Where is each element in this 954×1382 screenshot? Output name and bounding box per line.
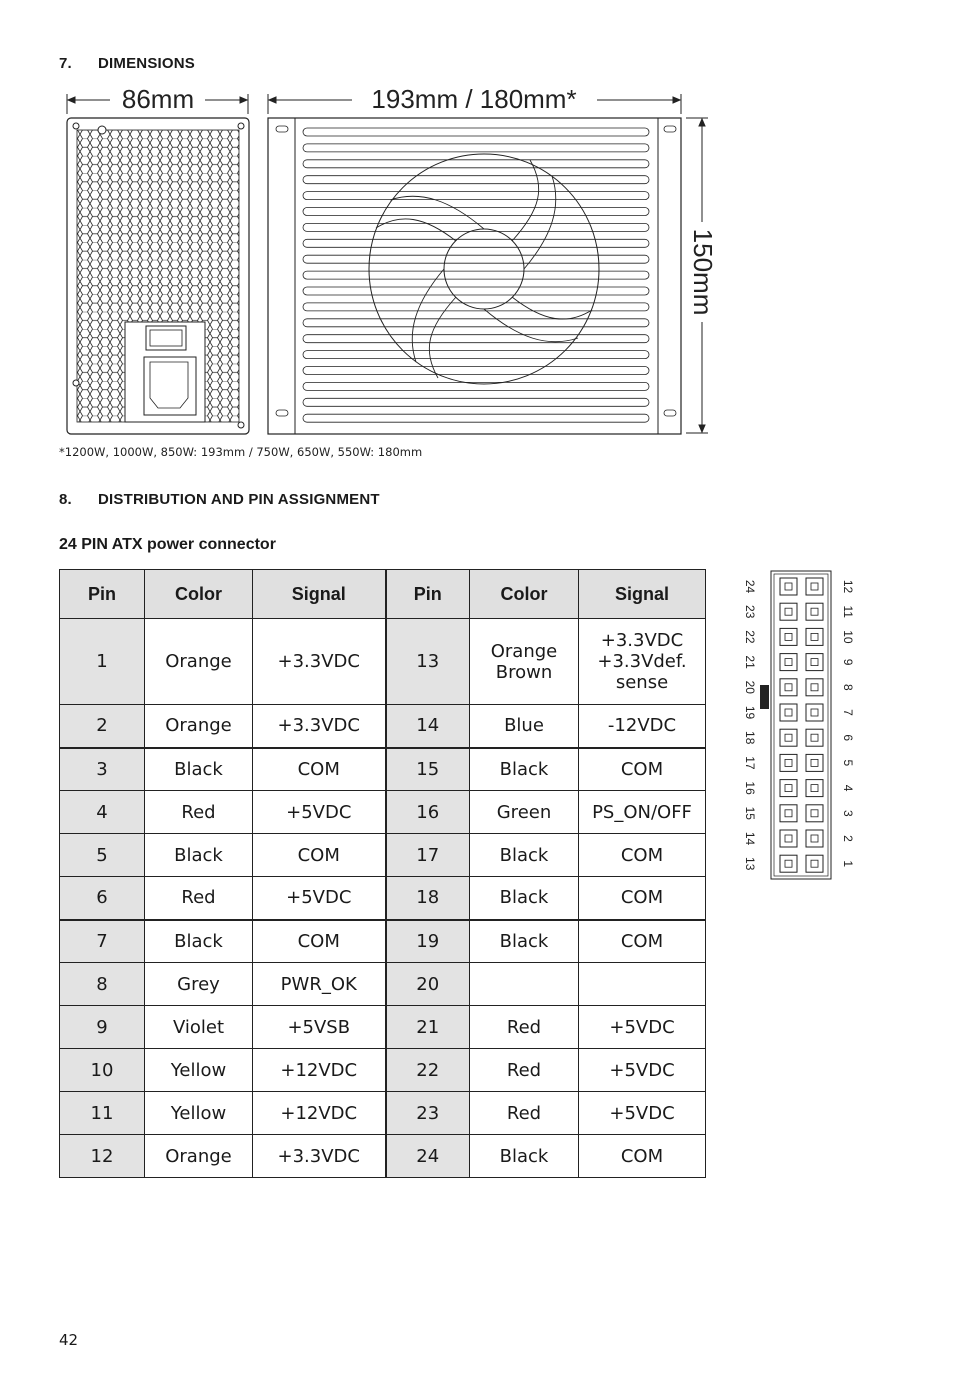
pin-cell: [386, 1092, 470, 1135]
cell-text: +5VDC: [609, 1102, 675, 1124]
pin-number-left: 18: [743, 731, 757, 745]
cell-text: 17: [416, 844, 440, 866]
cell-text: Black: [499, 1145, 549, 1167]
color-cell: [145, 1006, 253, 1049]
cell-text: +5VDC: [609, 1059, 675, 1081]
cell-text: Orange: [165, 715, 232, 737]
pin-number-right: 11: [841, 605, 855, 618]
column-header: Pin: [60, 570, 145, 619]
pin-number-right: 3: [841, 809, 855, 817]
color-cell: [470, 619, 579, 705]
page-number: 42: [59, 1331, 79, 1349]
cell-text: Orange: [165, 651, 232, 672]
cell-text: Black: [499, 844, 549, 866]
table-row: [60, 619, 706, 705]
color-cell: [470, 791, 579, 834]
color-cell: [145, 1049, 253, 1092]
cell-text: +5VDC: [286, 887, 352, 909]
color-cell: [470, 748, 579, 791]
cell-text: COM: [620, 1145, 664, 1167]
pin-cell: [60, 705, 145, 748]
cell-text: 22: [416, 1059, 440, 1081]
signal-cell: [253, 1092, 386, 1135]
pin-cell: [386, 834, 470, 877]
signal-cell: [579, 1135, 706, 1178]
table-row: [60, 834, 706, 877]
cell-text: Red: [506, 1102, 542, 1124]
cell-text: 24: [416, 1145, 440, 1167]
cell-text: +3.3VDC +3.3Vdef. sense: [597, 630, 687, 693]
pin-cell: [60, 834, 145, 877]
pin-cell: [60, 748, 145, 791]
table-row: [60, 920, 706, 963]
signal-cell: [579, 963, 706, 1006]
cell-text: 14: [416, 715, 440, 737]
grille-slot: [303, 367, 649, 375]
cell-text: Black: [499, 887, 549, 909]
color-cell: [145, 619, 253, 705]
signal-cell: [253, 920, 386, 963]
cell-text: +12VDC: [280, 1102, 358, 1124]
cell-text: 20: [416, 973, 440, 995]
pin-number-right: 7: [841, 709, 855, 716]
cell-text: COM: [620, 887, 664, 909]
pin-cell: [60, 920, 145, 963]
cell-text: Grey: [177, 973, 220, 995]
pin-number-left: 21: [743, 655, 757, 669]
signal-cell: [253, 834, 386, 877]
cell-text: +3.3VDC: [277, 715, 360, 737]
color-cell: [145, 920, 253, 963]
cell-text: +5VSB: [287, 1016, 351, 1038]
length-label: 193mm / 180mm*: [371, 84, 577, 114]
cell-text: -12VDC: [607, 715, 677, 737]
cell-text: +5VDC: [609, 1016, 675, 1038]
cell-text: 6: [96, 887, 108, 909]
column-header: Color: [145, 570, 253, 619]
pin-cell: [386, 705, 470, 748]
section-8-number: 8.: [59, 491, 72, 508]
pin-number-left: 16: [743, 781, 757, 795]
cell-text: 1: [96, 651, 108, 672]
cell-text: +5VDC: [286, 801, 352, 823]
grille-slot: [303, 176, 649, 184]
pin-number-right: 4: [841, 784, 855, 792]
cell-text: 4: [96, 801, 108, 823]
cell-text: 10: [90, 1059, 114, 1081]
pin-number-right: 5: [841, 759, 855, 767]
pin-number-left: 15: [743, 806, 757, 820]
connector-diagram: [730, 568, 860, 883]
pin-number-right: 6: [841, 734, 855, 742]
signal-cell: [253, 877, 386, 920]
color-cell: [470, 1006, 579, 1049]
cell-text: Red: [506, 1059, 542, 1081]
pin-cell: [386, 1006, 470, 1049]
table-row: [60, 791, 706, 834]
cell-text: 19: [416, 930, 440, 952]
dimensions-footnote: *1200W, 1000W, 850W: 193mm / 750W, 650W, 550W: 180mm: [59, 445, 423, 459]
connector-title: 24 PIN ATX power connector: [59, 536, 276, 553]
color-cell: [145, 1135, 253, 1178]
section-8-title: DISTRIBUTION AND PIN ASSIGNMENT: [98, 491, 380, 508]
color-cell: [470, 963, 579, 1006]
pin-number-right: 12: [841, 579, 855, 594]
signal-cell: [579, 877, 706, 920]
cell-text: 3: [96, 758, 108, 780]
pin-cell: [60, 619, 145, 705]
cell-text: 16: [416, 801, 440, 823]
color-cell: [470, 705, 579, 748]
cell-text: Red: [506, 1016, 542, 1038]
grille-slot: [303, 398, 649, 406]
signal-cell: [579, 619, 706, 705]
psu-rear-view: [67, 118, 249, 434]
table-row: [60, 748, 706, 791]
cell-text: Black: [174, 930, 223, 952]
psu-top-view: [268, 118, 681, 434]
table-row: [60, 963, 706, 1006]
pin-cell: [386, 1049, 470, 1092]
signal-cell: [253, 705, 386, 748]
pin-cell: [386, 920, 470, 963]
pin-assignment-table: [59, 569, 706, 1178]
pin-cell: [386, 877, 470, 920]
pin-cell: [386, 791, 470, 834]
signal-cell: [253, 1049, 386, 1092]
grille-slot: [303, 128, 649, 136]
cell-text: 5: [96, 844, 108, 866]
pin-number-left: 23: [743, 605, 757, 619]
signal-cell: [579, 834, 706, 877]
color-cell: [470, 1092, 579, 1135]
pin-cell: [60, 1006, 145, 1049]
cell-text: PWR_OK: [280, 973, 357, 995]
height-label: 150mm: [688, 228, 718, 316]
grille-slot: [303, 351, 649, 359]
grille-slot: [303, 319, 649, 327]
cell-text: 2: [96, 715, 108, 737]
signal-cell: [253, 619, 386, 705]
table-row: [60, 1049, 706, 1092]
color-cell: [145, 748, 253, 791]
table-row: [60, 1092, 706, 1135]
pin-cell: [60, 791, 145, 834]
color-cell: [145, 963, 253, 1006]
cell-text: COM: [297, 844, 340, 866]
cell-text: Green: [496, 801, 552, 823]
grille-slot: [303, 303, 649, 311]
table-row: [60, 1006, 706, 1049]
color-cell: [470, 1049, 579, 1092]
table-header-row: [60, 570, 706, 619]
dimensions-drawing: [0, 0, 954, 470]
color-cell: [470, 1135, 579, 1178]
pin-number-right: 10: [841, 630, 855, 644]
color-cell: [470, 834, 579, 877]
grille-slot: [303, 160, 649, 168]
signal-cell: [579, 791, 706, 834]
grille-slot: [303, 414, 649, 422]
cell-text: COM: [620, 758, 664, 780]
cell-text: Black: [499, 758, 549, 780]
cell-text: 8: [96, 973, 108, 995]
signal-cell: [579, 705, 706, 748]
signal-cell: [579, 1006, 706, 1049]
pin-cell: [386, 963, 470, 1006]
pin-number-right: 2: [841, 835, 855, 842]
color-cell: [145, 877, 253, 920]
pin-cell: [386, 1135, 470, 1178]
cell-text: 15: [416, 758, 440, 780]
section-7-number: 7.: [59, 55, 72, 72]
pin-number-right: 9: [841, 658, 855, 666]
signal-cell: [579, 1049, 706, 1092]
cell-text: COM: [620, 844, 664, 866]
pin-number-left: 24: [743, 579, 757, 594]
column-header: Signal: [579, 570, 706, 619]
signal-cell: [253, 1135, 386, 1178]
column-header: Signal: [253, 570, 386, 619]
cell-text: +12VDC: [280, 1059, 358, 1081]
signal-cell: [579, 1092, 706, 1135]
signal-cell: [253, 963, 386, 1006]
color-cell: [145, 1092, 253, 1135]
cell-text: +3.3VDC: [277, 651, 360, 672]
cell-text: Red: [181, 801, 216, 823]
cell-text: PS_ON/OFF: [592, 801, 692, 823]
pin-number-left: 13: [743, 857, 757, 871]
pin-cell: [60, 963, 145, 1006]
cell-text: Orange Brown: [490, 640, 558, 683]
pin-number-right: 8: [841, 683, 855, 691]
cell-text: 7: [96, 930, 108, 952]
grille-slot: [303, 335, 649, 343]
cell-text: COM: [297, 758, 340, 780]
signal-cell: [253, 748, 386, 791]
cell-text: +3.3VDC: [277, 1145, 360, 1167]
table-row: [60, 1135, 706, 1178]
pin-number-left: 19: [743, 705, 757, 720]
pin-cell: [386, 619, 470, 705]
signal-cell: [253, 1006, 386, 1049]
pin-cell: [386, 748, 470, 791]
table-row: [60, 705, 706, 748]
section-7-title: DIMENSIONS: [98, 55, 196, 72]
column-header: Color: [470, 570, 579, 619]
color-cell: [145, 834, 253, 877]
column-header: Pin: [386, 570, 470, 619]
cell-text: Orange: [165, 1145, 232, 1167]
cell-text: 13: [416, 651, 440, 672]
cell-text: 12: [90, 1145, 114, 1167]
cell-text: Violet: [172, 1016, 225, 1038]
color-cell: [470, 877, 579, 920]
pin-cell: [60, 877, 145, 920]
color-cell: [145, 705, 253, 748]
grille-slot: [303, 255, 649, 263]
grille-slot: [303, 271, 649, 279]
cell-text: COM: [620, 930, 664, 952]
cell-text: Yellow: [170, 1102, 227, 1124]
grille-slot: [303, 144, 649, 152]
signal-cell: [579, 920, 706, 963]
cell-text: 9: [96, 1016, 108, 1038]
grille-slot: [303, 208, 649, 216]
pin-number-left: 22: [743, 630, 757, 644]
cell-text: Black: [499, 930, 549, 952]
color-cell: [470, 920, 579, 963]
pin-number-left: 14: [743, 831, 757, 846]
color-cell: [145, 791, 253, 834]
connector-latch: [760, 685, 769, 709]
pin-number-left: 20: [743, 680, 757, 694]
cell-text: 18: [416, 887, 440, 909]
cell-text: Yellow: [170, 1059, 227, 1081]
grille-slot: [303, 192, 649, 200]
cell-text: Black: [174, 844, 223, 866]
width-label: 86mm: [121, 84, 195, 114]
pin-number-right: 1: [841, 860, 855, 868]
cell-text: Red: [181, 887, 216, 909]
cell-text: 23: [416, 1102, 440, 1124]
section-8-heading: [59, 491, 380, 508]
signal-cell: [579, 748, 706, 791]
cell-text: 21: [416, 1016, 440, 1038]
pin-cell: [60, 1092, 145, 1135]
cell-text: Black: [174, 758, 223, 780]
pin-cell: [60, 1049, 145, 1092]
cell-text: Blue: [504, 715, 544, 737]
pin-cell: [60, 1135, 145, 1178]
pin-number-left: 17: [743, 756, 757, 770]
cell-text: 11: [90, 1102, 114, 1124]
table-row: [60, 877, 706, 920]
cell-text: COM: [297, 930, 340, 952]
signal-cell: [253, 791, 386, 834]
